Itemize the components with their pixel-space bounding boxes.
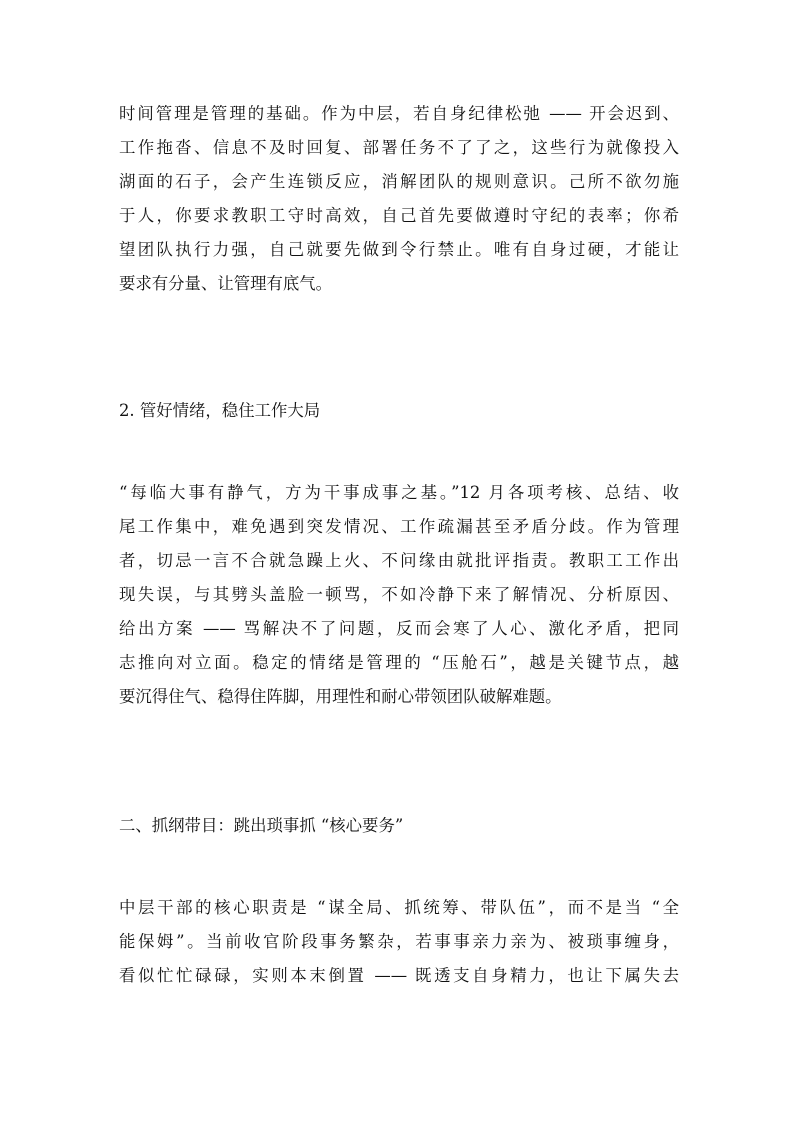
text-line: 给出方案 —— 骂解决不了问题，反而会寒了人心、激化矛盾，把同 (119, 619, 679, 638)
paragraph-time-management (119, 97, 679, 301)
text-line: 中层干部的核心职责是 “谋全局、抓统筹、带队伍”，而不是当 “全 (119, 898, 679, 917)
heading-text: 二、抓纲带目：跳出琐事抓 “核心要务” (119, 816, 404, 835)
text-line: 看似忙忙碌碌，实则本末倒置 —— 既透支自身精力，也让下属失去 (119, 966, 679, 985)
text-line: 工作拖沓、信息不及时回复、部署任务不了了之，这些行为就像投入 (119, 138, 679, 157)
heading-text: 2. 管好情绪，稳住工作大局 (119, 401, 321, 420)
paragraph-core-tasks (119, 891, 679, 993)
text-line: 望团队执行力强，自己就要先做到令行禁止。唯有自身过硬，才能让 (119, 240, 679, 259)
text-line: 湖面的石子，会产生连锁反应，消解团队的规则意识。己所不欲勿施 (119, 172, 679, 191)
text-line: 于人，你要求教职工守时高效，自己首先要做遵时守纪的表率；你希 (119, 206, 679, 225)
text-line: 时间管理是管理的基础。作为中层，若自身纪律松弛 —— 开会迟到、 (119, 104, 679, 123)
text-line: “每临大事有静气，方为干事成事之基。”12 月各项考核、总结、收 (119, 483, 679, 502)
section-heading-emotions (119, 394, 679, 428)
text-line: 者，切忌一言不合就急躁上火、不问缘由就批评指责。教职工工作出 (119, 551, 679, 570)
text-line: 要沉得住气、稳得住阵脚，用理性和耐心带领团队破解难题。 (119, 687, 562, 706)
text-line: 能保姆”。当前收官阶段事务繁杂，若事事亲力亲为、被琐事缠身， (119, 932, 679, 951)
paragraph-emotions (119, 476, 679, 714)
text-line: 尾工作集中，难免遇到突发情况、工作疏漏甚至矛盾分歧。作为管理 (119, 517, 679, 536)
text-line: 现失误，与其劈头盖脸一顿骂，不如冷静下来了解情况、分析原因、 (119, 585, 679, 604)
text-line: 要求有分量、让管理有底气。 (119, 274, 333, 293)
section-heading-core-tasks (119, 809, 679, 843)
text-line: 志推向对立面。稳定的情绪是管理的 “压舱石”，越是关键节点，越 (119, 653, 679, 672)
